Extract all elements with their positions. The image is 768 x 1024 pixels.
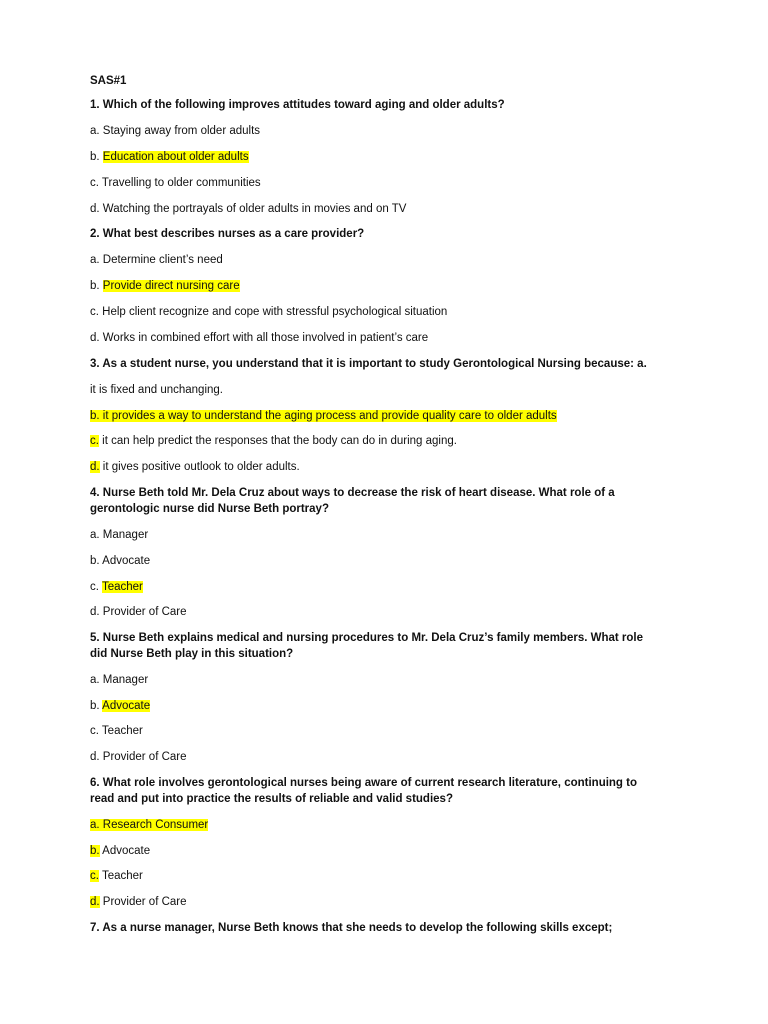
q2-option-b-letter: b. — [90, 280, 100, 292]
q1-option-b-answer-highlight: Education about older adults — [102, 151, 249, 163]
q6-option-a — [90, 818, 208, 833]
q5-option-a: a. Manager — [90, 674, 149, 686]
q4-option-c — [90, 580, 143, 595]
q3-option-b-answer-highlight: b. it provides a way to understand the aging process and provide quality care to older adults — [90, 410, 557, 422]
q1-option-b — [90, 150, 249, 165]
q3-option-c-text: it can help predict the responses that the body can do in during aging. — [98, 435, 457, 447]
q2-option-b-answer-highlight: Provide direct nursing care — [102, 280, 240, 292]
q1-option-b-letter: b. — [90, 151, 100, 163]
document-heading: SAS#1 — [90, 75, 127, 87]
q1-option-d: d. Watching the portrayals of older adults in movies and on TV — [90, 203, 407, 215]
q4-option-d: d. Provider of Care — [90, 606, 187, 618]
q6-option-d-text: Provider of Care — [99, 896, 187, 908]
question-6-line-2: read and put into practice the results of reliable and valid studies? — [90, 793, 453, 805]
q5-option-b — [90, 699, 150, 714]
q3-option-d-letter-highlight: d. — [90, 461, 100, 473]
q4-option-a: a. Manager — [90, 529, 149, 541]
question-2: 2. What best describes nurses as a care provider? — [90, 228, 365, 240]
question-5-line-1: 5. Nurse Beth explains medical and nursing procedures to Mr. Dela Cruz’s family members. What role — [90, 632, 644, 644]
q6-option-c-letter-highlight: c. — [90, 870, 99, 882]
question-4-line-1: 4. Nurse Beth told Mr. Dela Cruz about ways to decrease the risk of heart disease. What role of a — [90, 487, 615, 499]
q6-option-d-letter-highlight: d. — [90, 896, 100, 908]
q4-option-c-letter: c. — [90, 581, 99, 593]
q6-option-b — [90, 844, 150, 859]
q5-option-d: d. Provider of Care — [90, 751, 187, 763]
q6-option-d — [90, 895, 187, 910]
q3-option-d — [90, 460, 300, 475]
q5-option-b-letter: b. — [90, 700, 100, 712]
q6-option-b-text: Advocate — [99, 845, 151, 857]
q4-option-c-answer-highlight: Teacher — [101, 581, 143, 593]
question-4-line-2: gerontologic nurse did Nurse Beth portray? — [90, 503, 329, 515]
q6-option-c — [90, 869, 143, 884]
q5-option-c: c. Teacher — [90, 725, 143, 737]
question-6-line-1: 6. What role involves gerontological nurses being aware of current research literature, continuing to — [90, 777, 638, 789]
q2-option-d: d. Works in combined effort with all those involved in patient’s care — [90, 332, 429, 344]
q6-option-c-text: Teacher — [98, 870, 143, 882]
question-7: 7. As a nurse manager, Nurse Beth knows that she needs to develop the following skills except; — [90, 922, 613, 934]
q4-option-b: b. Advocate — [90, 555, 151, 567]
q5-option-b-answer-highlight: Advocate — [102, 700, 151, 712]
q2-option-a: a. Determine client’s need — [90, 254, 223, 266]
q1-option-a: a. Staying away from older adults — [90, 125, 261, 137]
q2-option-b — [90, 279, 240, 294]
question-1: 1. Which of the following improves attitudes toward aging and older adults? — [90, 99, 505, 111]
q6-option-b-letter-highlight: b. — [90, 845, 100, 857]
q3-option-b — [90, 409, 557, 424]
q3-option-d-text: it gives positive outlook to older adults. — [99, 461, 300, 473]
q3-option-a-continued: it is fixed and unchanging. — [90, 384, 223, 396]
q3-option-c — [90, 434, 457, 449]
q6-option-a-answer-highlight: a. Research Consumer — [90, 819, 209, 831]
q2-option-c: c. Help client recognize and cope with stressful psychological situation — [90, 306, 448, 318]
q1-option-c: c. Travelling to older communities — [90, 177, 261, 189]
question-3: 3. As a student nurse, you understand that it is important to study Gerontological Nursing because: a. — [90, 358, 647, 370]
question-5-line-2: did Nurse Beth play in this situation? — [90, 648, 294, 660]
q3-option-c-letter-highlight: c. — [90, 435, 99, 447]
